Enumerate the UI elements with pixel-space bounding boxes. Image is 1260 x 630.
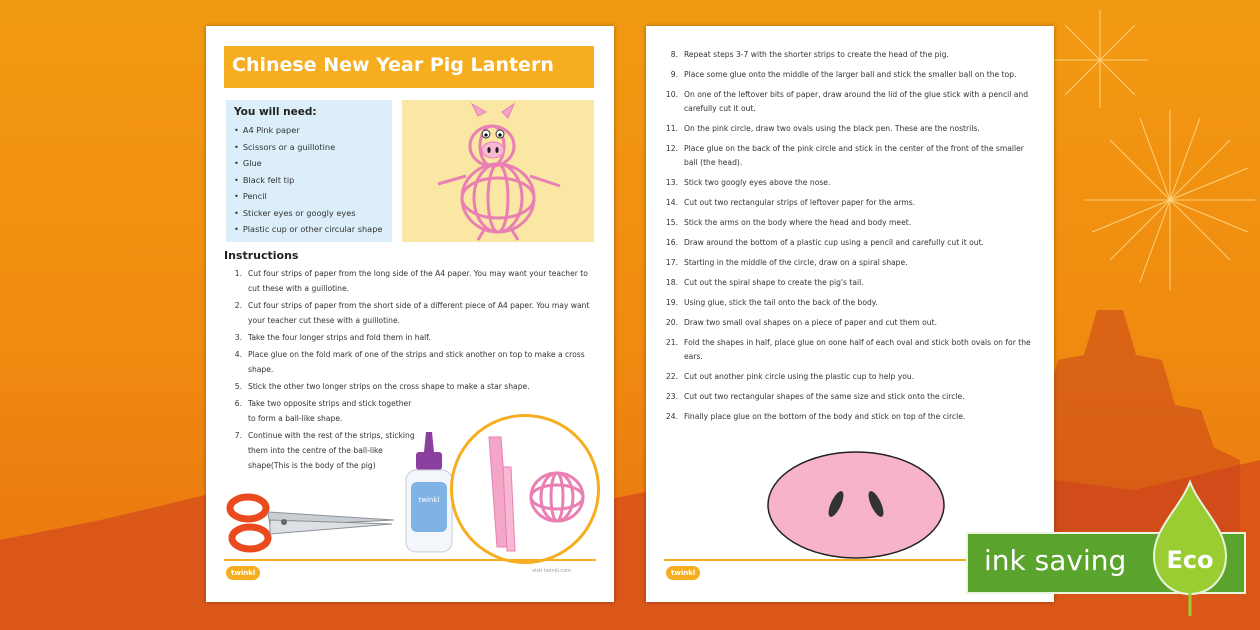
you-will-need-box [226, 100, 392, 242]
glue-bottle-icon [402, 430, 456, 556]
step-text: Stick two googly eyes above the nose. [684, 178, 831, 187]
page-title: Chinese New Year Pig Lantern [232, 54, 554, 76]
scissors-icon [224, 490, 400, 554]
leaf-drop-icon [1150, 478, 1230, 618]
pig-lantern-photo [402, 100, 594, 242]
list-item [660, 316, 1040, 330]
list-item [660, 176, 1040, 190]
step-text: Take the four longer strips and fold them in half. [248, 333, 431, 342]
step-number: 19. [665, 298, 678, 307]
list-item [660, 370, 1040, 384]
step-number: 2. [234, 301, 242, 310]
step-text: Place glue on the back of the pink circle and stick in the center of the front of the smaller ball (the head). [684, 144, 1024, 167]
step-text: Stick the other two longer strips on the cross shape to make a star shape. [248, 382, 530, 391]
twinkl-logo: twinkl [666, 566, 700, 580]
step-text: Cut out two rectangular strips of leftover paper for the arms. [684, 198, 916, 207]
eco-label: Eco [1166, 546, 1214, 574]
list-item [660, 196, 1040, 210]
step-number: 1. [234, 269, 242, 278]
left-page [206, 26, 614, 602]
step-text: Fold the shapes in half, place glue on oone half of each oval and stick both ovals on for the ears. [684, 338, 1031, 361]
step-text: Cut out two rectangular shapes of the same size and stick onto the circle. [684, 392, 965, 401]
list-item [660, 236, 1040, 250]
list-item [660, 336, 1040, 364]
list-item [660, 48, 1040, 62]
step-text: Repeat steps 3-7 with the shorter strips to create the head of the pig. [684, 50, 949, 59]
list-item: • Scissors or a guillotine [234, 139, 384, 156]
step-text: Cut out another pink circle using the plastic cup to help you. [684, 372, 915, 381]
right-page [646, 26, 1054, 602]
list-item [660, 68, 1040, 82]
instructions-heading: Instructions [224, 249, 299, 262]
list-item: • Sticker eyes or googly eyes [234, 205, 384, 222]
step-number: 13. [665, 178, 678, 187]
list-item: • Glue [234, 155, 384, 172]
step-number: 18. [665, 278, 678, 287]
list-item [224, 347, 594, 377]
glue-label: twinkl [418, 496, 440, 504]
list-item [660, 142, 1040, 170]
materials-circle [450, 414, 600, 564]
step-text: Place some glue onto the middle of the larger ball and stick the smaller ball on the top. [684, 70, 1017, 79]
step-number: 4. [234, 350, 242, 359]
list-item [660, 256, 1040, 270]
step-text: Starting in the middle of the circle, draw on a spiral shape. [684, 258, 908, 267]
list-item [224, 266, 594, 296]
pig-lantern-illustration [402, 100, 594, 242]
step-text: Cut four strips of paper from the long side of the A4 paper. You may want your teacher to cut these with a guillotine. [248, 269, 588, 293]
step-text: Draw two small oval shapes on a piece of paper and cut them out. [684, 318, 937, 327]
fireworks-decoration [1020, 0, 1260, 330]
list-item [224, 379, 594, 394]
step-number: 9. [670, 70, 678, 79]
step-number: 5. [234, 382, 242, 391]
title-bar [224, 46, 594, 88]
step-text: Place glue on the fold mark of one of the strips and stick another on top to make a cross shape. [248, 350, 585, 374]
step-text: Using glue, stick the tail onto the back of the body. [684, 298, 878, 307]
step-number: 6. [234, 399, 242, 408]
step-number: 3. [234, 333, 242, 342]
step-text: Finally place glue on the bottom of the body and stick on top of the circle. [684, 412, 966, 421]
twinkl-logo: twinkl [226, 566, 260, 580]
list-item: • Plastic cup or other circular shape [234, 221, 384, 238]
pig-snout-template [766, 450, 946, 560]
step-number: 21. [665, 338, 678, 347]
step-text: Stick the arms on the body where the head and body meet. [684, 218, 912, 227]
list-item [660, 296, 1040, 310]
paper-strips-illustration [453, 417, 597, 561]
step-number: 12. [665, 144, 678, 153]
step-text: Cut four strips of paper from the short side of a different piece of A4 paper. You may want your teacher cut these with a guillotine. [248, 301, 590, 325]
list-item [660, 390, 1040, 404]
visit-url: visit twinkl.com [532, 568, 572, 574]
list-item [224, 330, 594, 345]
footer-divider [224, 559, 596, 561]
step-number: 20. [665, 318, 678, 327]
step-number: 24. [665, 412, 678, 421]
step-number: 17. [665, 258, 678, 267]
step-number: 16. [665, 238, 678, 247]
step-number: 7. [234, 431, 242, 440]
step-text: On one of the leftover bits of paper, draw around the lid of the glue stick with a pencil and carefully cut it out. [684, 90, 1029, 113]
list-item: • A4 Pink paper [234, 122, 384, 139]
step-number: 14. [665, 198, 678, 207]
step-number: 10. [665, 90, 678, 99]
step-text: Draw around the bottom of a plastic cup using a pencil and carefully cut it out. [684, 238, 984, 247]
list-item [660, 276, 1040, 290]
step-number: 11. [665, 124, 678, 133]
needs-heading: You will need: [234, 106, 317, 118]
list-item [660, 216, 1040, 230]
step-number: 22. [665, 372, 678, 381]
step-text: Continue with the rest of the strips, sticking them into the centre of the ball-like shape(This is the body of the pig) [248, 431, 415, 470]
step-text: Cut out the spiral shape to create the pig's tail. [684, 278, 864, 287]
instructions-list-continued [660, 48, 1040, 430]
step-text: On the pink circle, draw two ovals using the black pen. These are the nostrils. [684, 124, 980, 133]
step-text: Take two opposite strips and stick together to form a ball-like shape. [248, 399, 412, 423]
step-number: 15. [665, 218, 678, 227]
step-number: 23. [665, 392, 678, 401]
list-item [660, 410, 1040, 424]
list-item: • Pencil [234, 188, 384, 205]
step-number: 8. [670, 50, 678, 59]
list-item [660, 88, 1040, 116]
needs-list [234, 122, 384, 238]
ink-saving-label: ink saving [984, 544, 1127, 577]
list-item [660, 122, 1040, 136]
list-item: • Black felt tip [234, 172, 384, 189]
list-item [224, 298, 594, 328]
